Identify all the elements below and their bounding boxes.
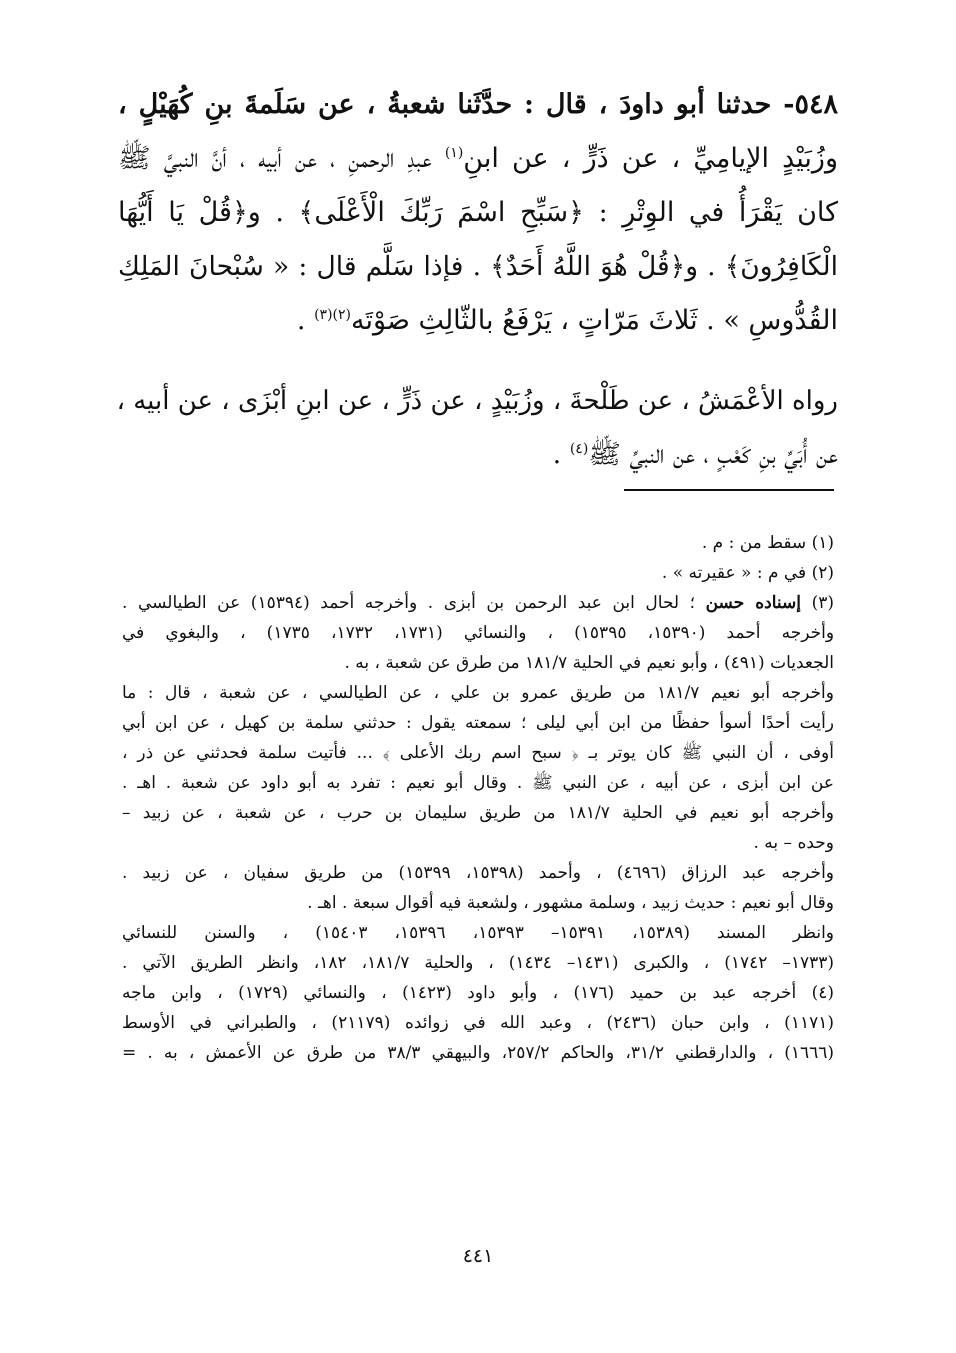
footnote-line: (١٧٣٣– ١٧٤٢) ، والكبرى (١٤٣١– ١٤٣٤) ، والحلية ١٨١/٧، ١٨٢، وانظر الطريق الآتي . [122,953,835,973]
hadith-line: الْكَافِرُونَ﴾ . و﴿قُلْ هُوَ اللَّهُ أَحَدٌ﴾ . فإذا سَلَّم قال : « سُبْحانَ المَلِكِ [118,251,838,282]
hadith-line [118,132,838,186]
hadith-line-text: . [296,305,315,336]
hadith-text [118,78,838,482]
footnote-line: وأخرجه أبو نعيم في الحلية ١٨١/٧ من طريق سليمان بن حرب ، عن شعبة ، عن زبيد – [122,803,834,823]
footnotes [122,528,834,1068]
paragraph-gap [118,348,838,374]
hadith-line-text: عبدِ الرحمنِ ، عن أبيه ، أنَّ النبيَّ ﷺ [118,143,445,174]
footnote-line: (١١٧١) ، وابن حبان (٢٤٣٦) ، وعبد الله في زوائده (٢١١٧٩) ، والطبراني في الأوسط [122,1013,834,1033]
footnote-line: عن ابن أبزى ، عن أبيه ، عن النبي ﷺ . وقال أبو نعيم : تفرد به أبو داود عن شعبة . اهـ . [122,773,834,793]
footnote-line: الجعديات (٤٩١) ، وأبو نعيم في الحلية ١٨١/٧ من طرق عن شعبة ، به . [344,653,834,673]
footnote-ref: (٢)(٣) [314,307,351,323]
hadith-number: ٥٤٨ [794,89,838,120]
footnote-line: أوفى ، أن النبي ﷺ كان يوتر بـ ﴿ سبح اسم ربك الأعلى ﴾ ... فأتيت سلمة فحدثني عن ذر ، [122,743,834,763]
footnote-line: وانظر المسند (١٥٣٨٩، ١٥٣٩١– ١٥٣٩٣، ١٥٣٩٦، ١٥٤٠٣) ، والسنن للنسائي [122,923,834,943]
hadith-line: كان يَقْرَأُ في الوِتْرِ : ﴿سَبِّحِ اسْمَ رَبِّكَ الْأَعْلَى﴾ . و﴿قُلْ يَا أَيُّهَا [118,197,838,228]
footnote-line: وأخرجه عبد الرزاق (٤٦٩٦) ، وأحمد (١٥٣٩٨، ١٥٣٩٩) من طريق سفيان ، عن زبيد . [122,863,834,883]
hadith-line: رواه الأعْمَشُ ، عن طَلْحةَ ، وزُبَيْدٍ ، عن ذَرٍّ ، عن ابنِ أبْزَى ، عن أبيه ، [116,386,838,416]
hadith-line-text: . [552,439,570,470]
footnote-line [122,588,834,618]
footnote-line: (٢) في م : « عقيرته » . [661,563,834,583]
footnote-text: ؛ لحال ابن عبد الرحمن بن أبزى . وأخرجه أحمد (١٥٣٩٤) عن الطيالسي . [122,593,706,613]
hadith-line [118,78,838,132]
hadith-line [118,294,838,348]
footnote-line: (١) سقط من : م . [701,533,834,553]
footnote-line: رأيت أحدًا أسوأ حفظًا من ابن أبي ليلى ؛ سمعته يقول : حدثني سلمة بن كهيل ، عن ابن أبي [122,713,835,733]
footnote-ref: (٤) [569,441,589,457]
hadith-line-text: وزُبَيْدٍ الإيامِيِّ ، عن ذَرٍّ ، عن ابنِ [463,143,839,174]
footnote-separator [624,489,834,491]
hadith-line [118,428,838,482]
hadith-line-text: - حدثنا أبو داودَ ، قال : حدَّثَنا شعبةُ ، عن سَلَمةَ بنِ كُهَيْلٍ ، [118,89,795,120]
page-number: ٤٤١ [462,1245,494,1267]
footnote-line: وأخرجه أبو نعيم ١٨١/٧ من طريق عمرو بن علي ، عن الطيالسي ، عن شعبة ، قال : ما [122,683,834,703]
footnote-line: وحده – به . [753,833,834,853]
hadith-line-text: عن أُبَيِّ بنِ كَعْبٍ ، عن النبيِّ ﷺ [588,439,838,470]
footnote-line: وأخرجه أحمد (١٥٣٩٠، ١٥٣٩٥) ، والنسائي (١٧٣١، ١٧٣٢، ١٧٣٥) ، والبغوي في [122,623,835,643]
footnote-ref: (١) [444,145,464,161]
footnote-line: وقال أبو نعيم : حديث زبيد ، وسلمة مشهور ، ولشعبة فيه أقوال سبعة . اهـ . [307,893,834,913]
footnote-line: (١٦٦٦) ، والدارقطني ٣١/٢، والحاكم ٢٥٧/٢، والبيهقي ٣٨/٣ من طرق عن الأعمش ، به . = [122,1043,835,1063]
footnote-grading: إسناده حسن [705,593,802,613]
hadith-line-text: القُدُّوسِ » . ثَلاثَ مَرّاتٍ ، يَرْفَعُ بالثّالِثِ صَوْتَه [351,305,838,336]
footnote-line: (٤) أخرجه عبد بن حميد (١٧٦) ، وأبو داود (١٤٢٣) ، والنسائي (١٧٢٩) ، وابن ماجه [122,983,834,1003]
footnote-marker: (٣) [801,593,834,613]
